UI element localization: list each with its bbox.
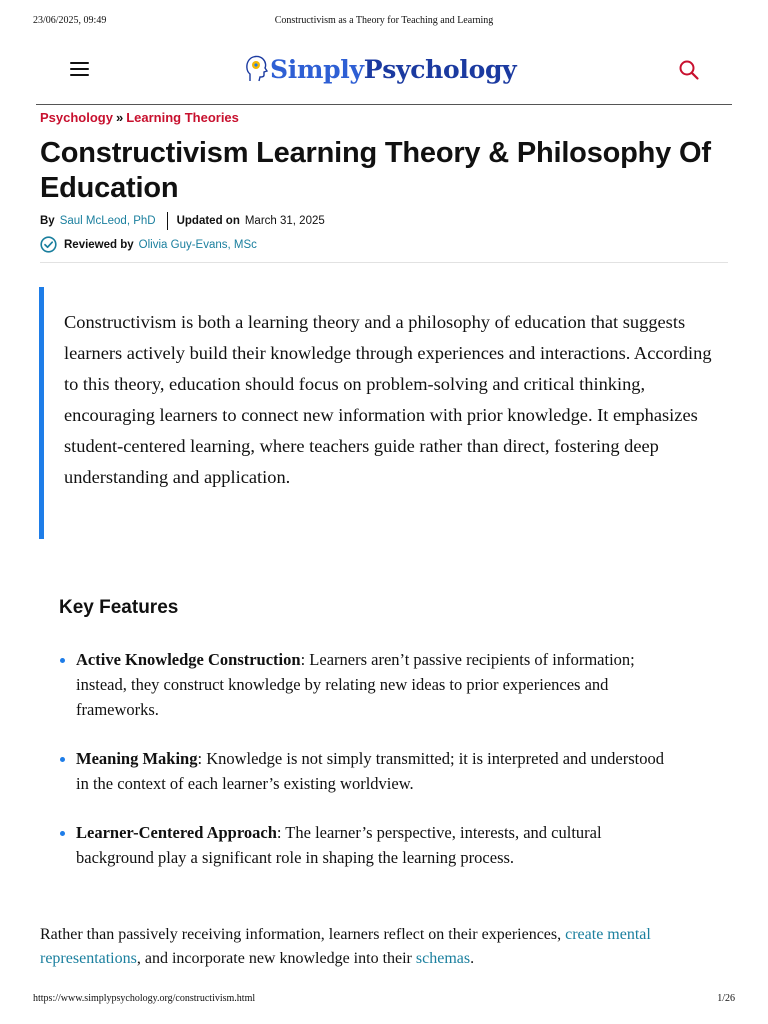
hamburger-menu-icon[interactable] (70, 62, 89, 76)
breadcrumb (40, 110, 239, 125)
feature-term: Learner-Centered Approach (76, 823, 277, 842)
bullet-icon (60, 757, 65, 762)
review-line (40, 236, 257, 253)
updated-label: Updated on (176, 215, 240, 227)
summary-callout (39, 287, 724, 539)
byline (40, 212, 325, 230)
logo-text-simply: Simply (270, 54, 364, 84)
site-logo[interactable] (244, 52, 516, 86)
link-mental-representations[interactable]: create mental representations (40, 926, 651, 967)
print-url: https://www.simplypsychology.org/constructivism.html (33, 993, 256, 1004)
list-item (59, 746, 679, 796)
feature-text: : Learners aren’t passive recipients of information; instead, they construct knowledge by relating new ideas to prior experiences and frameworks. (76, 650, 635, 719)
feature-term: Active Knowledge Construction (76, 650, 301, 669)
by-label: By (40, 215, 55, 227)
key-features-heading: Key Features (59, 597, 179, 618)
head-profile-icon (244, 54, 268, 84)
print-page-number: 1/26 (717, 993, 735, 1004)
meta-divider (40, 262, 728, 263)
reviewed-label: Reviewed by (64, 238, 134, 251)
summary-text: Constructivism is both a learning theory and a philosophy of education that suggests learners actively build their knowledge through experiences and interactions. According to this theory, education should focus on problem-solving and critical thinking, encouraging learners to connect new information with prior knowledge. It emphasizes student-centered learning, where teachers guide rather than direct, fostering deep understanding and application. (64, 312, 712, 487)
feature-text: : Knowledge is not simply transmitted; it is interpreted and understood in the context of each learner’s existing worldview. (76, 749, 664, 793)
print-datetime: 23/06/2025, 09:49 (33, 15, 107, 26)
breadcrumb-link-learning-theories[interactable]: Learning Theories (126, 110, 239, 125)
print-page-title: Constructivism as a Theory for Teaching and Learning (274, 15, 494, 26)
paragraph-text-3: . (470, 950, 475, 967)
search-icon[interactable] (678, 59, 700, 81)
header-divider (36, 104, 732, 105)
page-title: Constructivism Learning Theory & Philosophy Of Education (40, 137, 711, 204)
byline-divider (167, 212, 168, 230)
bullet-icon (60, 658, 65, 663)
updated-date: March 31, 2025 (244, 215, 325, 227)
paragraph-text-2: , and incorporate new knowledge into their (136, 950, 416, 967)
paragraph-text-1: Rather than passively receiving information, learners reflect on their experiences, (40, 926, 566, 943)
list-item (59, 820, 679, 870)
reviewer-link[interactable]: Olivia Guy-Evans, MSc (138, 238, 257, 251)
feature-text: : The learner’s perspective, interests, and cultural background play a significant role in shaping the learning process. (76, 823, 602, 867)
author-link[interactable]: Saul McLeod, PhD (59, 215, 156, 227)
verified-check-icon (40, 236, 57, 253)
body-paragraph (40, 923, 730, 971)
feature-term: Meaning Making (76, 749, 198, 768)
logo-text-psychology: Psychology (363, 54, 517, 84)
link-schemas[interactable]: schemas (415, 950, 471, 967)
bullet-icon (60, 831, 65, 836)
list-item (59, 647, 679, 722)
breadcrumb-link-psychology[interactable]: Psychology (40, 110, 113, 125)
breadcrumb-separator: » (115, 110, 124, 125)
key-features-list (59, 647, 679, 894)
